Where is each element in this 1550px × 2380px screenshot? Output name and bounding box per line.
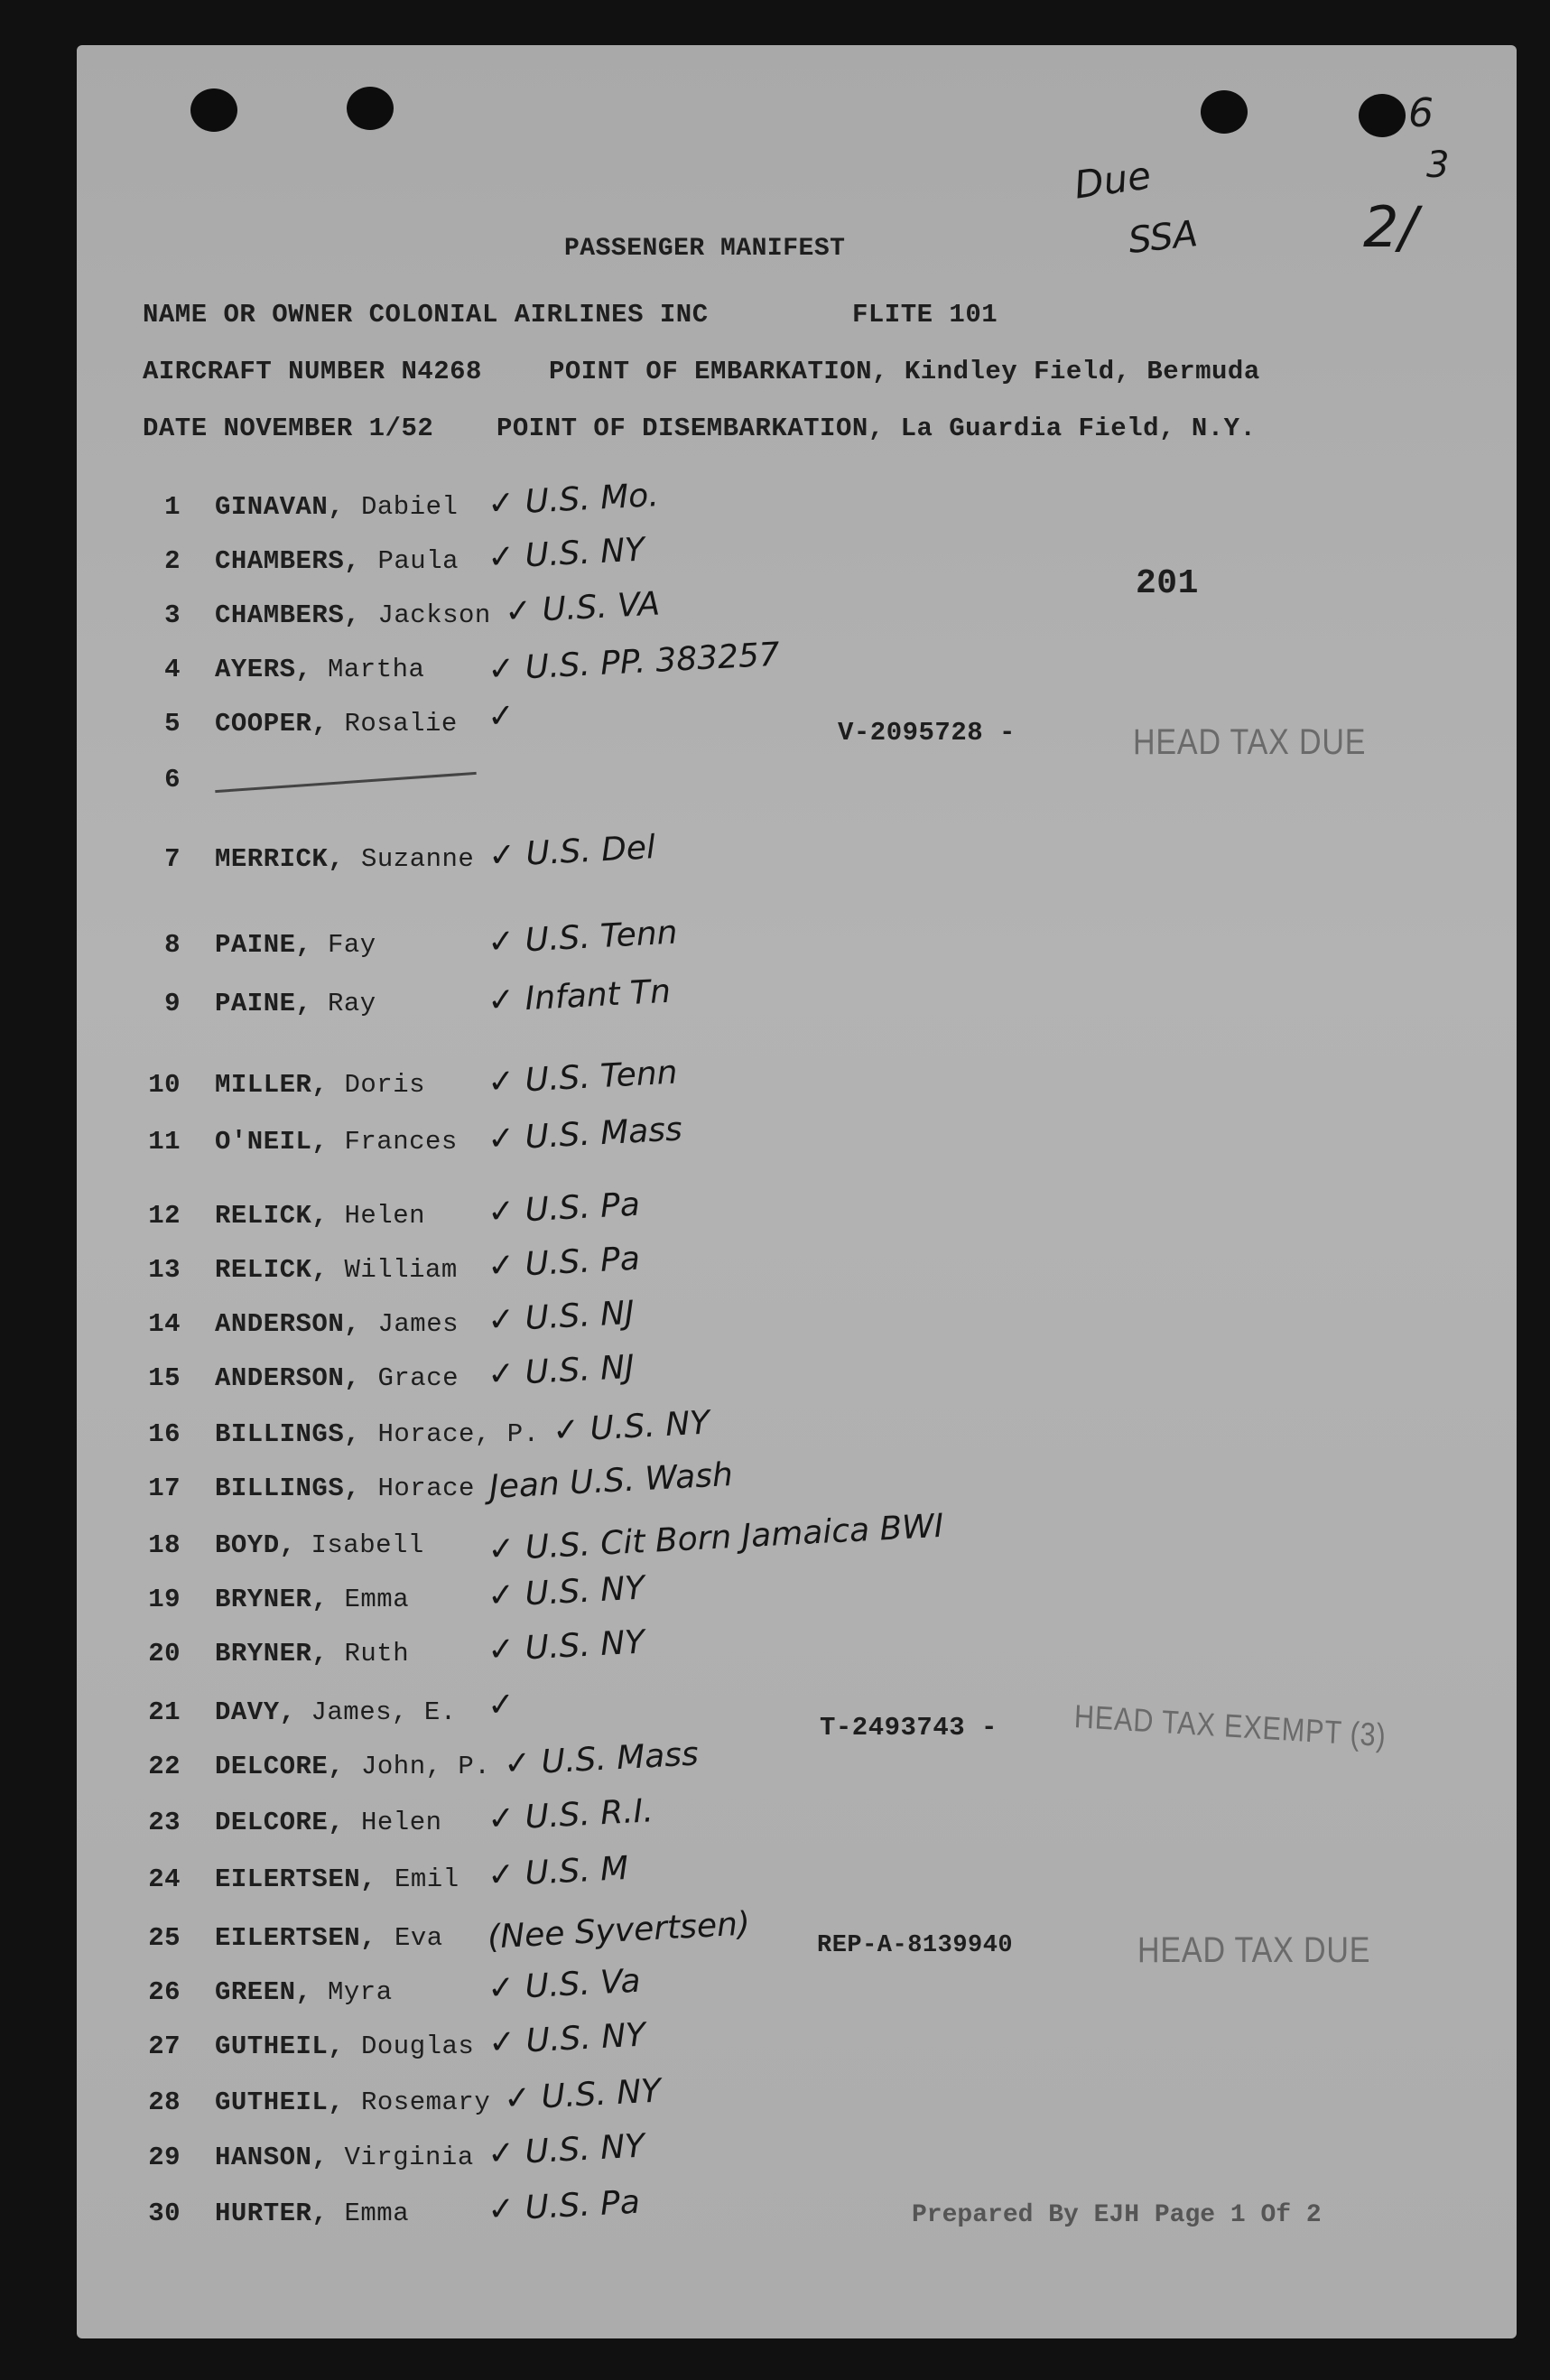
- handwritten-annotation: ✓ Infant Tn: [487, 972, 672, 1020]
- passenger-surname: DAVY,: [215, 1697, 296, 1727]
- passenger-number: 19: [148, 1585, 181, 1614]
- punch-hole: [1201, 90, 1248, 134]
- passenger-surname: DELCORE,: [215, 1808, 345, 1837]
- passenger-given-name: Martha: [328, 655, 425, 684]
- passenger-number: 20: [148, 1639, 181, 1669]
- handwritten-annotation: ✓ U.S. NJ: [487, 1348, 636, 1394]
- passenger-number: 29: [148, 2143, 181, 2172]
- passenger-given-name: Helen: [344, 1201, 426, 1231]
- passenger-number: 28: [148, 2087, 181, 2117]
- passenger-number: 21: [148, 1697, 181, 1727]
- passenger-given-name: Horace, P.: [377, 1419, 540, 1449]
- passenger-number: 14: [148, 1309, 181, 1339]
- handwritten-annotation: ✓ U.S. Pa: [487, 1240, 641, 1286]
- passenger-given-name: Virginia: [344, 2143, 474, 2172]
- handwritten-annotation: ✓ U.S. PP. 383257: [487, 636, 781, 689]
- head-tax-exempt-stamp: HEAD TAX EXEMPT (3): [1073, 1697, 1388, 1754]
- passenger-given-name: Helen: [361, 1808, 442, 1837]
- passenger-given-name: Doris: [344, 1070, 426, 1100]
- passenger-surname: PAINE,: [215, 989, 312, 1018]
- passenger-surname: ANDERSON,: [215, 1363, 361, 1393]
- handwritten-annotation: ✓ U.S. NJ: [487, 1294, 636, 1340]
- manifest-date: DATE NOVEMBER 1/52: [143, 414, 434, 443]
- aircraft-number: AIRCRAFT NUMBER N4268: [143, 357, 482, 386]
- passenger-given-name: Rosemary: [361, 2087, 491, 2117]
- passenger-given-name: Myra: [328, 1977, 393, 2007]
- passenger-number: 16: [148, 1419, 181, 1449]
- head-tax-due-stamp: HEAD TAX DUE: [1137, 1930, 1371, 1970]
- passenger-given-name: Emma: [344, 1585, 410, 1614]
- handwritten-annotation: (Nee Syvertsen): [487, 1905, 751, 1957]
- visa-number: V-2095728 -: [838, 718, 1016, 748]
- passenger-number: 15: [148, 1363, 181, 1393]
- page-footer: Prepared By EJH Page 1 Of 2: [912, 2201, 1322, 2229]
- passenger-number: 6: [164, 765, 181, 795]
- owner-line: NAME OR OWNER COLONIAL AIRLINES INC: [143, 300, 709, 330]
- passenger-number: 8: [164, 930, 181, 960]
- passenger-number: 23: [148, 1808, 181, 1837]
- handwritten-annotation: ✓ U.S. Pa: [487, 2183, 641, 2229]
- handwritten-annotation: ✓ U.S. NY: [551, 1404, 710, 1450]
- passenger-number: 25: [148, 1923, 181, 1953]
- passenger-given-name: Grace: [377, 1363, 459, 1393]
- handwritten-annotation: ✓ U.S. NY: [487, 531, 646, 577]
- passenger-given-name: James, E.: [311, 1697, 457, 1727]
- passenger-surname: RELICK,: [215, 1201, 329, 1231]
- handwritten-annotation: ✓ U.S. Mass: [487, 1111, 683, 1158]
- passenger-given-name: Isabell: [311, 1530, 424, 1560]
- handwritten-annotation: ✓ U.S. NY: [487, 2016, 646, 2062]
- passenger-surname: CHAMBERS,: [215, 546, 361, 576]
- corner-note-due: Due: [1072, 153, 1154, 208]
- passenger-number: 7: [164, 844, 181, 874]
- passenger-given-name: Rosalie: [344, 709, 458, 739]
- handwritten-annotation: ✓ U.S. Mass: [503, 1735, 700, 1783]
- passenger-given-name: John, P.: [361, 1752, 491, 1781]
- handwritten-annotation: ✓ U.S. Del: [487, 829, 656, 875]
- reentry-permit-number: REP-A-8139940: [817, 1932, 1014, 1959]
- passenger-number: 26: [148, 1977, 181, 2007]
- handwritten-annotation: ✓ U.S. Pa: [487, 1185, 641, 1232]
- passenger-given-name: Jackson: [377, 600, 491, 630]
- handwritten-annotation: ✓ U.S. NY: [487, 1569, 646, 1615]
- handwritten-annotation: ✓ U.S. M: [487, 1849, 630, 1895]
- handwritten-annotation: ✓ U.S. Va: [487, 1962, 642, 2008]
- passenger-number: 18: [148, 1530, 181, 1560]
- passenger-surname: AYERS,: [215, 655, 312, 684]
- passenger-surname: O'NEIL,: [215, 1127, 329, 1157]
- passenger-given-name: Horace: [377, 1474, 475, 1503]
- punch-hole: [1359, 94, 1406, 137]
- punch-hole: [190, 88, 237, 132]
- point-of-disembarkation: POINT OF DISEMBARKATION, La Guardia Field, N.Y.: [497, 414, 1257, 443]
- handwritten-annotation: Jean U.S. Wash: [487, 1455, 734, 1507]
- passenger-number: 2: [164, 546, 181, 576]
- passenger-number: 3: [164, 600, 181, 630]
- handwritten-annotation: ✓: [486, 1686, 516, 1725]
- passenger-surname: HURTER,: [215, 2199, 329, 2228]
- passenger-surname: GREEN,: [215, 1977, 312, 2007]
- passenger-number: 22: [148, 1752, 181, 1781]
- passenger-number: 24: [148, 1864, 181, 1894]
- head-tax-due-stamp: HEAD TAX DUE: [1133, 722, 1367, 762]
- visa-number: T-2493743 -: [820, 1713, 998, 1743]
- passenger-given-name: Suzanne: [361, 844, 475, 874]
- passenger-given-name: Ray: [328, 989, 376, 1018]
- handwritten-annotation: ✓ U.S. VA: [504, 585, 661, 631]
- passenger-given-name: Paula: [377, 546, 459, 576]
- passenger-number: 30: [148, 2199, 181, 2228]
- passenger-given-name: Frances: [344, 1127, 458, 1157]
- passenger-number: 12: [148, 1201, 181, 1231]
- flight-number: FLITE 101: [852, 300, 998, 330]
- passenger-number: 1: [164, 492, 181, 522]
- passenger-surname: HANSON,: [215, 2143, 329, 2172]
- passenger-given-name: William: [344, 1255, 458, 1285]
- passenger-surname: BRYNER,: [215, 1585, 329, 1614]
- passenger-given-name: Ruth: [344, 1639, 410, 1669]
- passenger-surname: EILERTSEN,: [215, 1864, 377, 1894]
- passenger-surname: BOYD,: [215, 1530, 296, 1560]
- passenger-surname: ANDERSON,: [215, 1309, 361, 1339]
- corner-note-a: 6: [1408, 90, 1434, 136]
- passenger-surname: GUTHEIL,: [215, 2031, 345, 2061]
- handwritten-annotation: ✓ U.S. Tenn: [487, 914, 679, 962]
- passenger-number: 9: [164, 989, 181, 1018]
- passenger-surname: GINAVAN,: [215, 492, 345, 522]
- passenger-number: 4: [164, 655, 181, 684]
- passenger-given-name: James: [377, 1309, 459, 1339]
- passenger-surname: GUTHEIL,: [215, 2087, 345, 2117]
- handwritten-annotation: ✓ U.S. NY: [503, 2072, 663, 2118]
- passenger-given-name: Emma: [344, 2199, 410, 2228]
- passenger-given-name: Fay: [328, 930, 376, 960]
- passenger-number: 13: [148, 1255, 181, 1285]
- passenger-surname: BILLINGS,: [215, 1474, 361, 1503]
- passenger-number: 11: [148, 1127, 181, 1157]
- handwritten-annotation: ✓ U.S. NY: [487, 1623, 646, 1669]
- handwritten-annotation: ✓ U.S. R.I.: [487, 1792, 654, 1838]
- passenger-surname: DELCORE,: [215, 1752, 345, 1781]
- passenger-surname: CHAMBERS,: [215, 600, 361, 630]
- passenger-surname: BRYNER,: [215, 1639, 329, 1669]
- handwritten-annotation: ✓ U.S. NY: [487, 2127, 646, 2173]
- passenger-surname: EILERTSEN,: [215, 1923, 377, 1953]
- passenger-surname: RELICK,: [215, 1255, 329, 1285]
- passenger-given-name: Douglas: [361, 2031, 475, 2061]
- passenger-surname: MERRICK,: [215, 844, 345, 874]
- passenger-surname: COOPER,: [215, 709, 329, 739]
- corner-note-b: 3: [1426, 144, 1450, 186]
- handwritten-annotation: ✓ U.S. Tenn: [487, 1054, 679, 1102]
- handwritten-annotation: ✓ U.S. Cit Born Jamaica BWI: [487, 1507, 945, 1569]
- passenger-number: 17: [148, 1474, 181, 1503]
- punch-hole: [347, 87, 394, 130]
- passenger-number: 5: [164, 709, 181, 739]
- corner-note-c: 2/: [1363, 194, 1418, 260]
- passenger-surname: BILLINGS,: [215, 1419, 361, 1449]
- passenger-given-name: Emil: [394, 1864, 459, 1894]
- handwritten-annotation: ✓ U.S. Mo.: [487, 477, 660, 523]
- corner-note-ssa: SSA: [1126, 213, 1200, 262]
- manifest-number-stamp: 201: [1136, 564, 1199, 603]
- manifest-title: PASSENGER MANIFEST: [564, 235, 846, 263]
- passenger-surname: PAINE,: [215, 930, 312, 960]
- passenger-surname: MILLER,: [215, 1070, 329, 1100]
- handwritten-annotation: ✓: [486, 697, 516, 736]
- passenger-number: 27: [148, 2031, 181, 2061]
- passenger-given-name: Eva: [394, 1923, 443, 1953]
- passenger-number: 10: [148, 1070, 181, 1100]
- point-of-embarkation: POINT OF EMBARKATION, Kindley Field, Bermuda: [549, 357, 1260, 386]
- passenger-given-name: Dabiel: [361, 492, 459, 522]
